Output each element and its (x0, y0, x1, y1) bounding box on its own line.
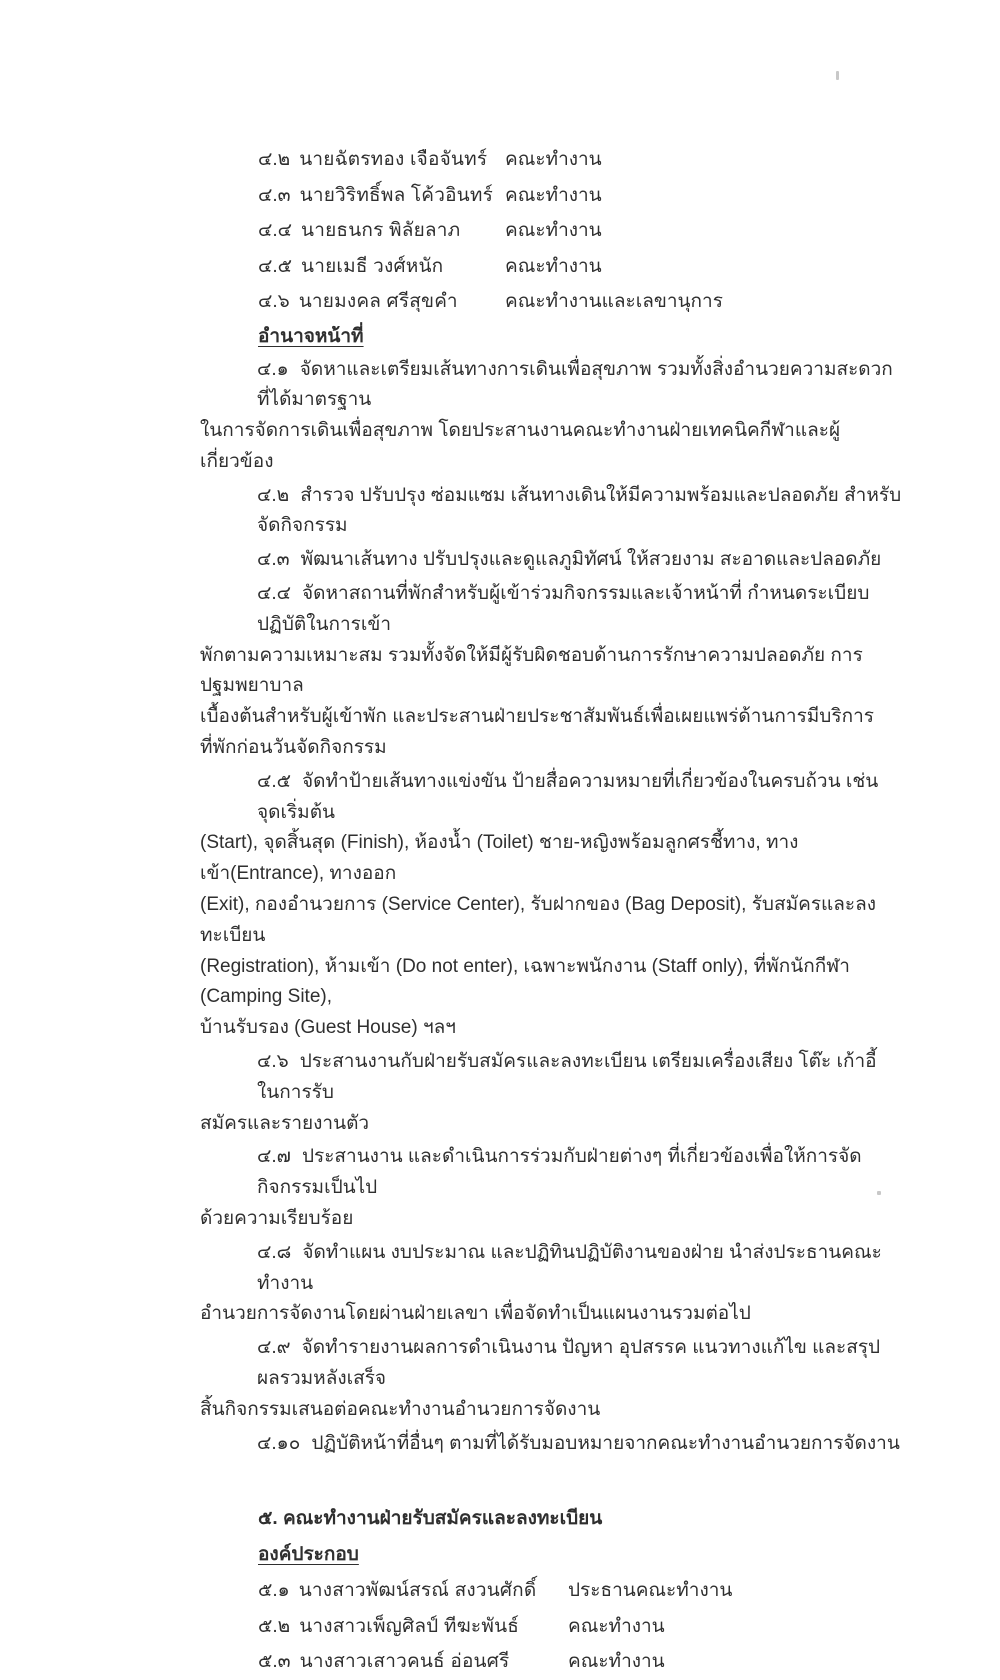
duty-item (200, 355, 902, 478)
duties-heading: อำนาจหน้าที่ (258, 325, 364, 347)
duty-line (200, 1238, 902, 1300)
duty-number: ๔.๗ (257, 1146, 291, 1168)
duty-number: ๔.๖ (257, 1051, 289, 1073)
duty-line (200, 579, 902, 641)
duty-number: ๔.๑ (257, 358, 289, 380)
duty-text: จัดทำแผน งบประมาณ และปฏิทินปฏิบัติงานของฝ่าย นำส่งประธานคณะทำงาน (257, 1241, 882, 1294)
section5-member-list (258, 1573, 902, 1680)
duty-number: ๔.๕ (257, 770, 292, 792)
member-name: นายวิริทธิ์พล โค้วอินทร์ (299, 184, 494, 206)
member-number: ๕.๑ (258, 1580, 290, 1602)
section4-member-list (258, 142, 902, 320)
duty-line: ในการจัดการเดินเพื่อสุขภาพ โดยประสานงานคณะทำงานฝ่ายเทคนิคกีฬาและผู้เกี่ยวข้อง (200, 420, 841, 472)
member-role: คณะทำงาน (505, 255, 602, 277)
member-name: นางสาวเพ็ญศิลป์ ทีฆะพันธ์ (299, 1615, 520, 1637)
scan-artifact (836, 71, 839, 80)
member-role: คณะทำงาน (505, 149, 602, 170)
member-row (258, 1609, 902, 1645)
member-number: ๕.๓ (258, 1651, 291, 1673)
duty-number: ๔.๑๐ (257, 1432, 301, 1454)
duty-item (200, 481, 902, 543)
member-row (258, 142, 902, 178)
duty-line (200, 1333, 902, 1395)
duty-item (200, 1142, 902, 1234)
duty-number: ๔.๓ (257, 549, 290, 571)
duty-item (200, 1333, 902, 1425)
duty-line: สิ้นกิจกรรมเสนอต่อคณะทำงานอำนวยการจัดงาน (200, 1398, 601, 1420)
duty-text: จัดทำรายงานผลการดำเนินงาน ปัญหา อุปสรรค แนวทางแก้ไข และสรุปผลรวมหลังเสร็จ (257, 1337, 881, 1389)
member-name: นางสาวพัฒน์สรณ์ สงวนศักดิ์ (298, 1580, 537, 1602)
member-number: ๕.๒ (258, 1615, 291, 1637)
duty-item (200, 1429, 902, 1460)
duty-line (200, 481, 902, 543)
member-role: คณะทำงานและเลขานุการ (505, 291, 723, 312)
duty-line (200, 1142, 902, 1204)
member-name: นางสาวเสาวคนธ์ อ่อนศรี (299, 1651, 510, 1673)
duty-number: ๔.๘ (257, 1241, 292, 1263)
duty-text: ประสานงานกับฝ่ายรับสมัครและลงทะเบียน เตรียมเครื่องเสียง โต๊ะ เก้าอี้ ในการรับ (257, 1051, 877, 1103)
member-name: นายธนกร พิลัยลาภ (301, 220, 461, 241)
duty-line: พักตามความเหมาะสม รวมทั้งจัดให้มีผู้รับผิดชอบด้านการรักษาความปลอดภัย การปฐมพยาบาล (200, 644, 863, 697)
duty-text: จัดหาและเตรียมเส้นทางการเดินเพื่อสุขภาพ รวมทั้งสิ่งอำนวยความสะดวกที่ได้มาตรฐาน (257, 358, 893, 411)
duty-item (200, 767, 902, 1044)
member-name: นายมงคล ศรีสุขคำ (298, 291, 458, 312)
duty-text: พัฒนาเส้นทาง ปรับปรุงและดูแลภูมิทัศน์ ให้สวยงาม สะอาดและปลอดภัย (300, 549, 882, 571)
duty-line: สมัครและรายงานตัว (200, 1112, 370, 1134)
duty-line: บ้านรับรอง (Guest House) ฯลฯ (200, 1017, 456, 1039)
member-role: คณะทำงาน (568, 1615, 665, 1637)
member-role: คณะทำงาน (568, 1651, 665, 1673)
duty-text: สำรวจ ปรับปรุง ซ่อมแซม เส้นทางเดินให้มีความพร้อมและปลอดภัย สำหรับจัดกิจกรรม (257, 484, 902, 537)
member-row (258, 249, 902, 285)
duty-item (200, 579, 902, 764)
duty-text: จัดทำป้ายเส้นทางแข่งขัน ป้ายสื่อความหมายที่เกี่ยวข้องในครบถ้วน เช่น จุดเริ่มต้น (257, 770, 879, 823)
duty-line (200, 545, 902, 576)
duty-item (200, 545, 902, 576)
duty-line: อำนวยการจัดงานโดยผ่านฝ่ายเลขา เพื่อจัดทำเป็นแผนงานรวมต่อไป (200, 1303, 751, 1325)
member-row (258, 1644, 902, 1680)
duty-line (200, 1429, 902, 1460)
member-number: ๔.๖ (258, 291, 290, 312)
duty-line: เบื้องต้นสำหรับผู้เข้าพัก และประสานฝ่ายประชาสัมพันธ์เพื่อเผยแพร่ด้านการมีบริการที่พักก่อนวันจัดกิจกรรม (200, 706, 874, 759)
member-number: ๔.๕ (258, 255, 293, 277)
member-role: ประธานคณะทำงาน (568, 1580, 733, 1602)
member-number: ๔.๔ (258, 220, 293, 241)
duty-item (200, 1238, 902, 1330)
duty-line (200, 767, 902, 829)
duty-text: ปฏิบัติหน้าที่อื่นๆ ตามที่ได้รับมอบหมายจากคณะทำงานอำนวยการจัดงาน (311, 1432, 900, 1454)
section5-subheading: องค์ประกอบ (258, 1544, 359, 1566)
member-name: นายฉัตรทอง เจือจันทร์ (299, 149, 488, 170)
duty-text: ประสานงาน และดำเนินการร่วมกับฝ่ายต่างๆ ที่เกี่ยวข้องเพื่อให้การจัดกิจกรรมเป็นไป (257, 1146, 862, 1199)
member-role: คณะทำงาน (505, 220, 602, 241)
member-number: ๔.๒ (258, 149, 291, 170)
duties-list (200, 355, 902, 1460)
member-row (258, 213, 902, 249)
member-role: คณะทำงาน (505, 184, 602, 206)
duty-number: ๔.๙ (257, 1337, 291, 1359)
section5-title: ๕. คณะทำงานฝ่ายรับสมัครและลงทะเบียน (258, 1508, 603, 1530)
duty-line (200, 1047, 902, 1109)
duty-line (200, 355, 902, 417)
duty-line: ด้วยความเรียบร้อย (200, 1208, 354, 1230)
duty-number: ๔.๒ (257, 484, 290, 506)
document-content (200, 142, 902, 1680)
duty-item (200, 1047, 902, 1139)
duty-text: จัดหาสถานที่พักสำหรับผู้เข้าร่วมกิจกรรมและเจ้าหน้าที่ กำหนดระเบียบปฏิบัติในการเข้า (257, 583, 870, 635)
member-row (258, 284, 902, 320)
duty-line: (Start), จุดสิ้นสุด (Finish), ห้องน้ำ (Toilet) ชาย-หญิงพร้อมลูกศรชี้ทาง, ทางเข้า(Entrance), ทางออก (200, 832, 799, 885)
member-name: นายเมธี วงศ์หนัก (301, 255, 444, 277)
duty-line: (Exit), กองอำนวยการ (Service Center), รับฝากของ (Bag Deposit), รับสมัครและลงทะเบียน (200, 894, 877, 946)
member-number: ๔.๓ (258, 184, 291, 206)
duty-line: (Registration), ห้ามเข้า (Do not enter), เฉพาะพนักงาน (Staff only), ที่พักนักกีฬา (Camping Site), (200, 955, 850, 1008)
member-row (258, 178, 902, 214)
member-row (258, 1573, 902, 1609)
duty-number: ๔.๔ (257, 583, 292, 605)
